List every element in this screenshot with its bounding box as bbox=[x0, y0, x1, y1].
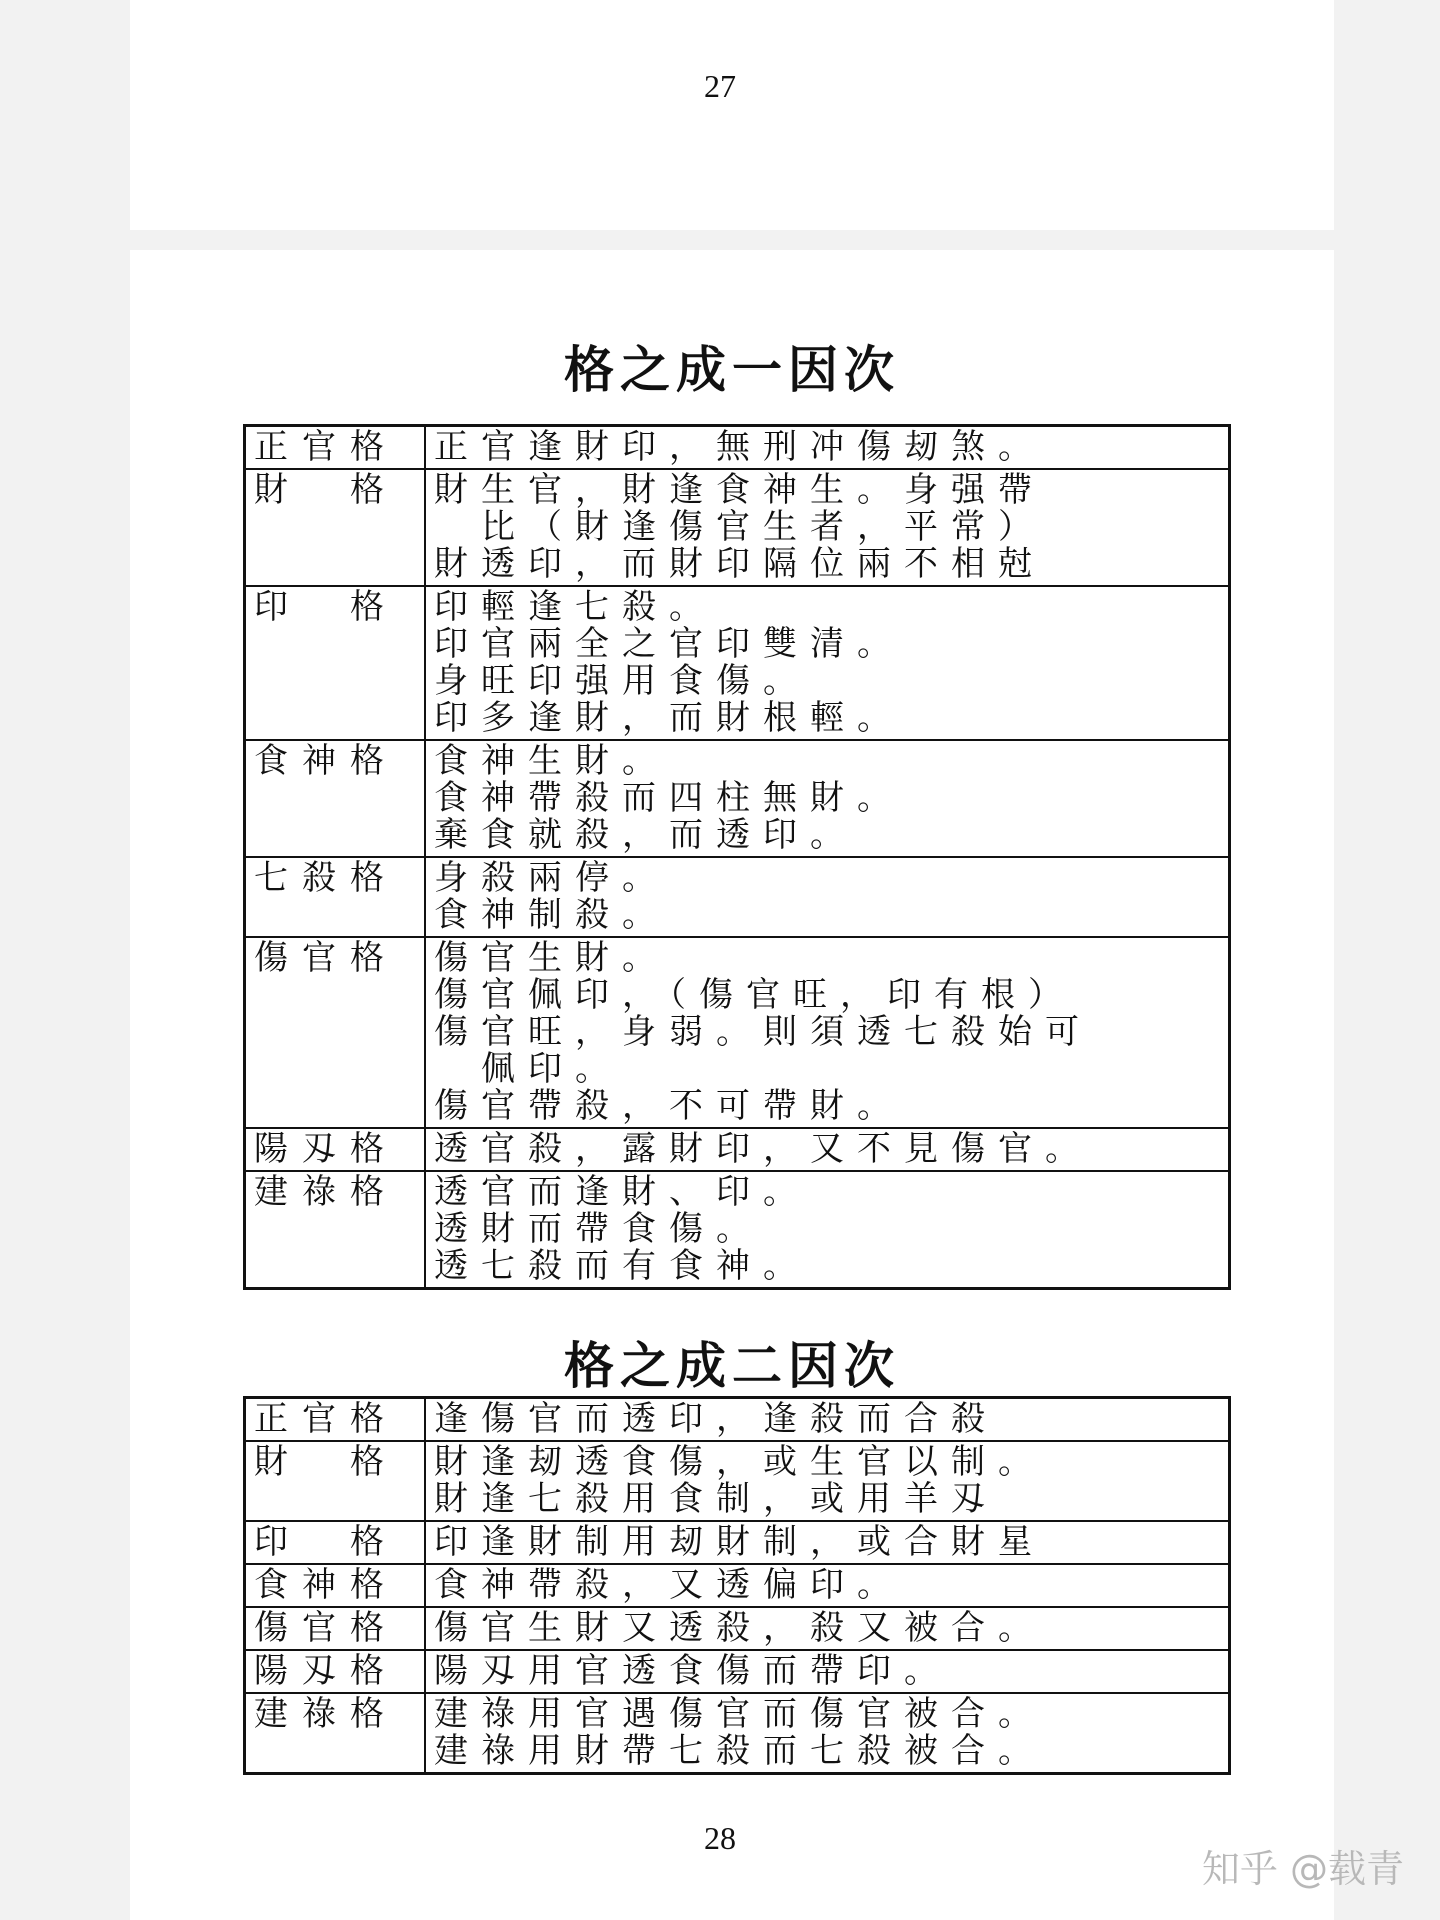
pattern-conditions bbox=[425, 1441, 1230, 1521]
condition-line: 建祿用財帶七殺而七殺被合。 bbox=[434, 1733, 1045, 1770]
pattern-name: 正官格 bbox=[245, 1398, 426, 1442]
condition-line: 印多逢財，而財根輕。 bbox=[434, 700, 904, 737]
pattern-name: 傷官格 bbox=[245, 937, 426, 1128]
condition-line: 財逢七殺用食制，或用羊刄 bbox=[434, 1481, 998, 1518]
condition-line: 棄食就殺，而透印。 bbox=[434, 817, 857, 854]
pattern-conditions bbox=[425, 469, 1230, 586]
condition-line: 逢傷官而透印，逢殺而合殺 bbox=[434, 1401, 998, 1438]
pattern-conditions bbox=[425, 426, 1230, 470]
condition-line: 透官而逢財、印。 bbox=[434, 1174, 810, 1211]
pattern-name: 正官格 bbox=[245, 426, 426, 470]
pattern-name: 陽刄格 bbox=[245, 1650, 426, 1693]
condition-line: 正官逢財印，無刑冲傷刼煞。 bbox=[434, 429, 1045, 466]
pattern-conditions bbox=[425, 857, 1230, 937]
condition-line: 財生官，財逢食神生。身强帶 bbox=[434, 472, 1045, 509]
table-row bbox=[245, 1398, 1230, 1442]
table-row bbox=[245, 1171, 1230, 1289]
condition-line: 傷官帶殺，不可帶財。 bbox=[434, 1088, 904, 1125]
section-title-2: 格之成二因次 bbox=[564, 1337, 900, 1395]
pattern-conditions bbox=[425, 1171, 1230, 1289]
table-row bbox=[245, 586, 1230, 740]
pattern-name: 印 格 bbox=[245, 586, 426, 740]
pattern-name: 七殺格 bbox=[245, 857, 426, 937]
pattern-name: 食神格 bbox=[245, 1564, 426, 1607]
pattern-name: 建祿格 bbox=[245, 1693, 426, 1774]
pattern-conditions bbox=[425, 586, 1230, 740]
table-row bbox=[245, 1564, 1230, 1607]
condition-line: 傷官旺，身弱。則須透七殺始可 bbox=[434, 1014, 1092, 1051]
condition-line: 傷官佩印，（傷官旺，印有根） bbox=[434, 977, 1075, 1014]
condition-line: 食神帶殺，又透偏印。 bbox=[434, 1567, 904, 1604]
condition-line: 印輕逢七殺。 bbox=[434, 589, 716, 626]
pattern-conditions bbox=[425, 740, 1230, 857]
pattern-name: 陽刄格 bbox=[245, 1128, 426, 1171]
condition-line: 透官殺，露財印，又不見傷官。 bbox=[434, 1131, 1092, 1168]
table-row bbox=[245, 1650, 1230, 1693]
pattern-conditions bbox=[425, 937, 1230, 1128]
condition-line: 印官兩全之官印雙清。 bbox=[434, 626, 904, 663]
condition-line: 透七殺而有食神。 bbox=[434, 1248, 810, 1285]
table-row bbox=[245, 1441, 1230, 1521]
table-row bbox=[245, 740, 1230, 857]
pattern-conditions bbox=[425, 1521, 1230, 1564]
pattern-name: 食神格 bbox=[245, 740, 426, 857]
table-row bbox=[245, 469, 1230, 586]
pattern-name: 傷官格 bbox=[245, 1607, 426, 1650]
pattern-conditions bbox=[425, 1564, 1230, 1607]
condition-line: 財逢刼透食傷，或生官以制。 bbox=[434, 1444, 1045, 1481]
condition-line: 傷官生財又透殺，殺又被合。 bbox=[434, 1610, 1045, 1647]
pattern-name: 印 格 bbox=[245, 1521, 426, 1564]
condition-line: 傷官生財。 bbox=[434, 940, 669, 977]
watermark: 知乎 @载青 bbox=[1201, 1847, 1404, 1891]
table-row bbox=[245, 1521, 1230, 1564]
table-section-1 bbox=[243, 424, 1231, 1290]
condition-line: 食神制殺。 bbox=[434, 897, 669, 934]
pattern-conditions bbox=[425, 1128, 1230, 1171]
table-row bbox=[245, 1693, 1230, 1774]
page-number-top: 27 bbox=[704, 68, 736, 104]
pattern-name: 財 格 bbox=[245, 1441, 426, 1521]
table-row bbox=[245, 1128, 1230, 1171]
condition-line: 陽刄用官透食傷而帶印。 bbox=[434, 1653, 951, 1690]
table-row bbox=[245, 857, 1230, 937]
condition-line: 印逢財制用刼財制，或合財星 bbox=[434, 1524, 1045, 1561]
pattern-conditions bbox=[425, 1693, 1230, 1774]
pattern-name: 財 格 bbox=[245, 469, 426, 586]
page-number-bottom: 28 bbox=[704, 1820, 736, 1856]
pattern-name: 建祿格 bbox=[245, 1171, 426, 1289]
table-row bbox=[245, 1607, 1230, 1650]
table-section-2 bbox=[243, 1396, 1231, 1775]
pattern-conditions bbox=[425, 1398, 1230, 1442]
condition-line: 財透印，而財印隔位兩不相尅 bbox=[434, 546, 1045, 583]
condition-line: 建祿用官遇傷官而傷官被合。 bbox=[434, 1696, 1045, 1733]
condition-line: 食神帶殺而四柱無財。 bbox=[434, 780, 904, 817]
condition-line: 佩印。 bbox=[434, 1051, 622, 1088]
condition-line: 透財而帶食傷。 bbox=[434, 1211, 763, 1248]
pattern-conditions bbox=[425, 1650, 1230, 1693]
table-row bbox=[245, 937, 1230, 1128]
table-row bbox=[245, 426, 1230, 470]
condition-line: 比（財逢傷官生者，平常） bbox=[434, 509, 1045, 546]
condition-line: 食神生財。 bbox=[434, 743, 669, 780]
condition-line: 身旺印强用食傷。 bbox=[434, 663, 810, 700]
condition-line: 身殺兩停。 bbox=[434, 860, 669, 897]
pattern-conditions bbox=[425, 1607, 1230, 1650]
previous-page-sheet bbox=[130, 0, 1334, 230]
section-title-1: 格之成一因次 bbox=[564, 341, 900, 399]
